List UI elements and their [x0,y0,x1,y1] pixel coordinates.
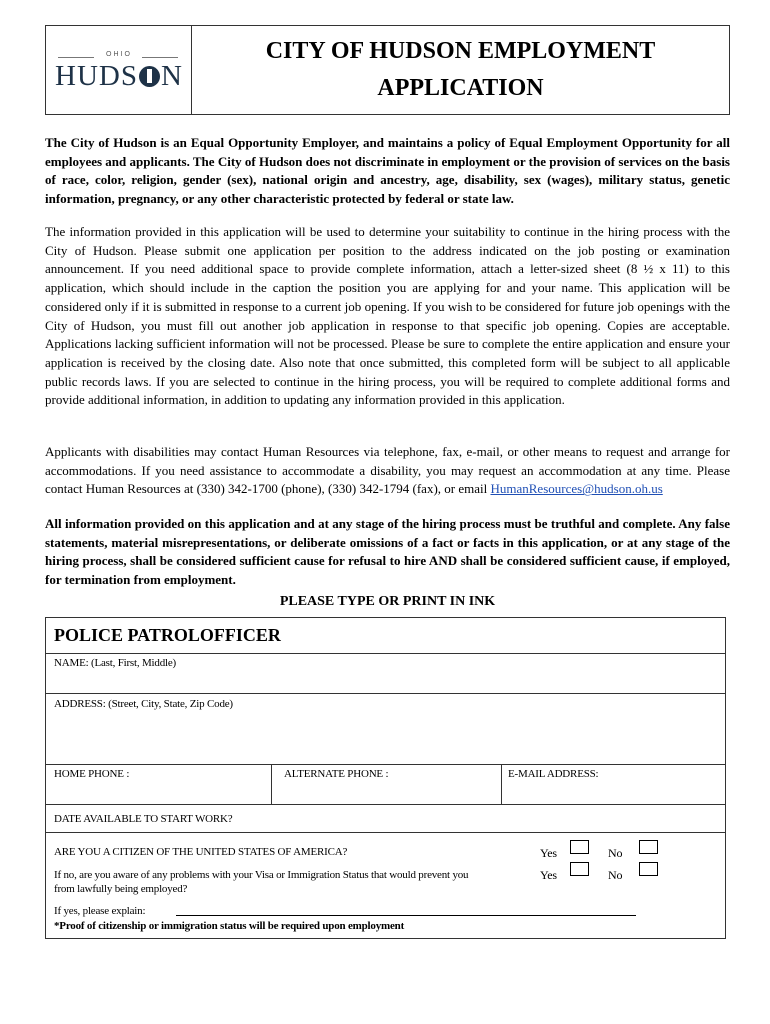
alternate-phone-label: ALTERNATE PHONE : [284,768,389,780]
date-available-field[interactable] [46,805,725,833]
name-field[interactable] [46,654,725,694]
visa-yes-checkbox[interactable] [570,862,589,876]
divider [501,765,502,804]
eeo-statement: The City of Hudson is an Equal Opportunity Employer, and maintains a policy of Equal Employment Opportunity for all employees and applicants. The City of Hudson does not discriminate in employment or the provision of services on the basis of race, color, religion, gender (sex), national origin and ancestry, age, disability, sex (wages), military status, genetic information, pregnancy, or any other characteristic protected by federal or state law. [45,135,730,207]
explain-input-line[interactable] [176,915,636,916]
logo-wordmark [46,60,192,93]
address-label: ADDRESS: (Street, City, State, Zip Code) [54,698,233,710]
header [45,25,730,115]
citizen-yes-label: Yes [540,846,557,860]
address-field[interactable] [46,694,725,765]
logo-emblem-icon [139,66,160,87]
contact-row [46,765,725,805]
citizen-yes-checkbox[interactable] [570,840,589,854]
visa-yes-label: Yes [540,868,557,882]
hr-email-link[interactable]: HumanResources@hudson.oh.us [490,481,663,497]
explain-label: If yes, please explain: [54,905,146,917]
citizen-no-checkbox[interactable] [639,840,658,854]
position-row [46,618,725,654]
page-title: CITY OF HUDSON EMPLOYMENT APPLICATION [265,38,656,101]
logo-wordmark-text-end: N [161,60,183,92]
print-instructions: PLEASE TYPE OR PRINT IN INK [279,594,496,609]
hudson-logo [46,26,192,114]
title-cell [192,26,729,114]
disabilities-paragraph [45,443,730,499]
citizen-question: ARE YOU A CITIZEN OF THE UNITED STATES OF AMERICA? [54,846,348,858]
info-paragraph: The information provided in this application will be used to determine your suitability to continue in the hiring process with the City of Hudson. Please submit one application per position to the address indicated on the job posting or examination announcement. If you need additional space to provide complete information, attach a letter-sized sheet (8 ½ x 11) to this application, which should include in the caption the position you are applying for and your name. This application will be considered only if it is submitted in response to a current job opening. If you wish to be considered for future job openings with the City of Hudson, you must fill out another job application in response to that specific job opening. Copies are acceptable. Applications lacking sufficient information will not be processed. Please be sure to complete the entire application and ensure your application is received by the closing date. Also note that once submitted, this completed form will be subject to all applicable public records laws. If you are selected to continue in the hiring process, you will be required to complete additional forms and provide additional information, in addition to updating any information provided in this application. [45,224,730,408]
citizen-no-label: No [608,846,623,860]
name-label: NAME: (Last, First, Middle) [54,657,177,669]
disabilities-text: Applicants with disabilities may contact Human Resources via telephone, fax, e-mail, or other means to request and arrange for accommodations. If you need assistance to accommodate a disability, you may request an accommodation at any time. Please contact Human Resources at (330) 342-1700 (phone), (330) 342-1794 (fax), or email [45,444,730,497]
application-form [45,617,726,939]
visa-no-checkbox[interactable] [639,862,658,876]
date-available-label: DATE AVAILABLE TO START WORK? [54,813,233,825]
divider [271,765,272,804]
truthfulness-statement: All information provided on this application and at any stage of the hiring process must be truthful and complete. Any false statements, material misrepresentations, or deliberate omissions of a fact or facts in this application, or at any stage of the hiring process, shall be considered sufficient cause for refusal to hire AND shall be considered sufficient cause, if employed, for termination from employment. [45,516,730,588]
email-label: E-MAIL ADDRESS: [508,768,599,780]
visa-no-label: No [608,868,623,882]
logo-wordmark-text: HUDS [55,60,138,92]
logo-state: OHIO [106,51,132,58]
home-phone-label: HOME PHONE : [54,768,130,780]
position-title: POLICE PATROLOFFICER [54,625,281,645]
visa-question: If no, are you aware of any problems with your Visa or Immigration Status that would prevent you from lawfully being employed? [54,869,469,895]
proof-note: *Proof of citizenship or immigration status will be required upon employment [54,920,405,932]
